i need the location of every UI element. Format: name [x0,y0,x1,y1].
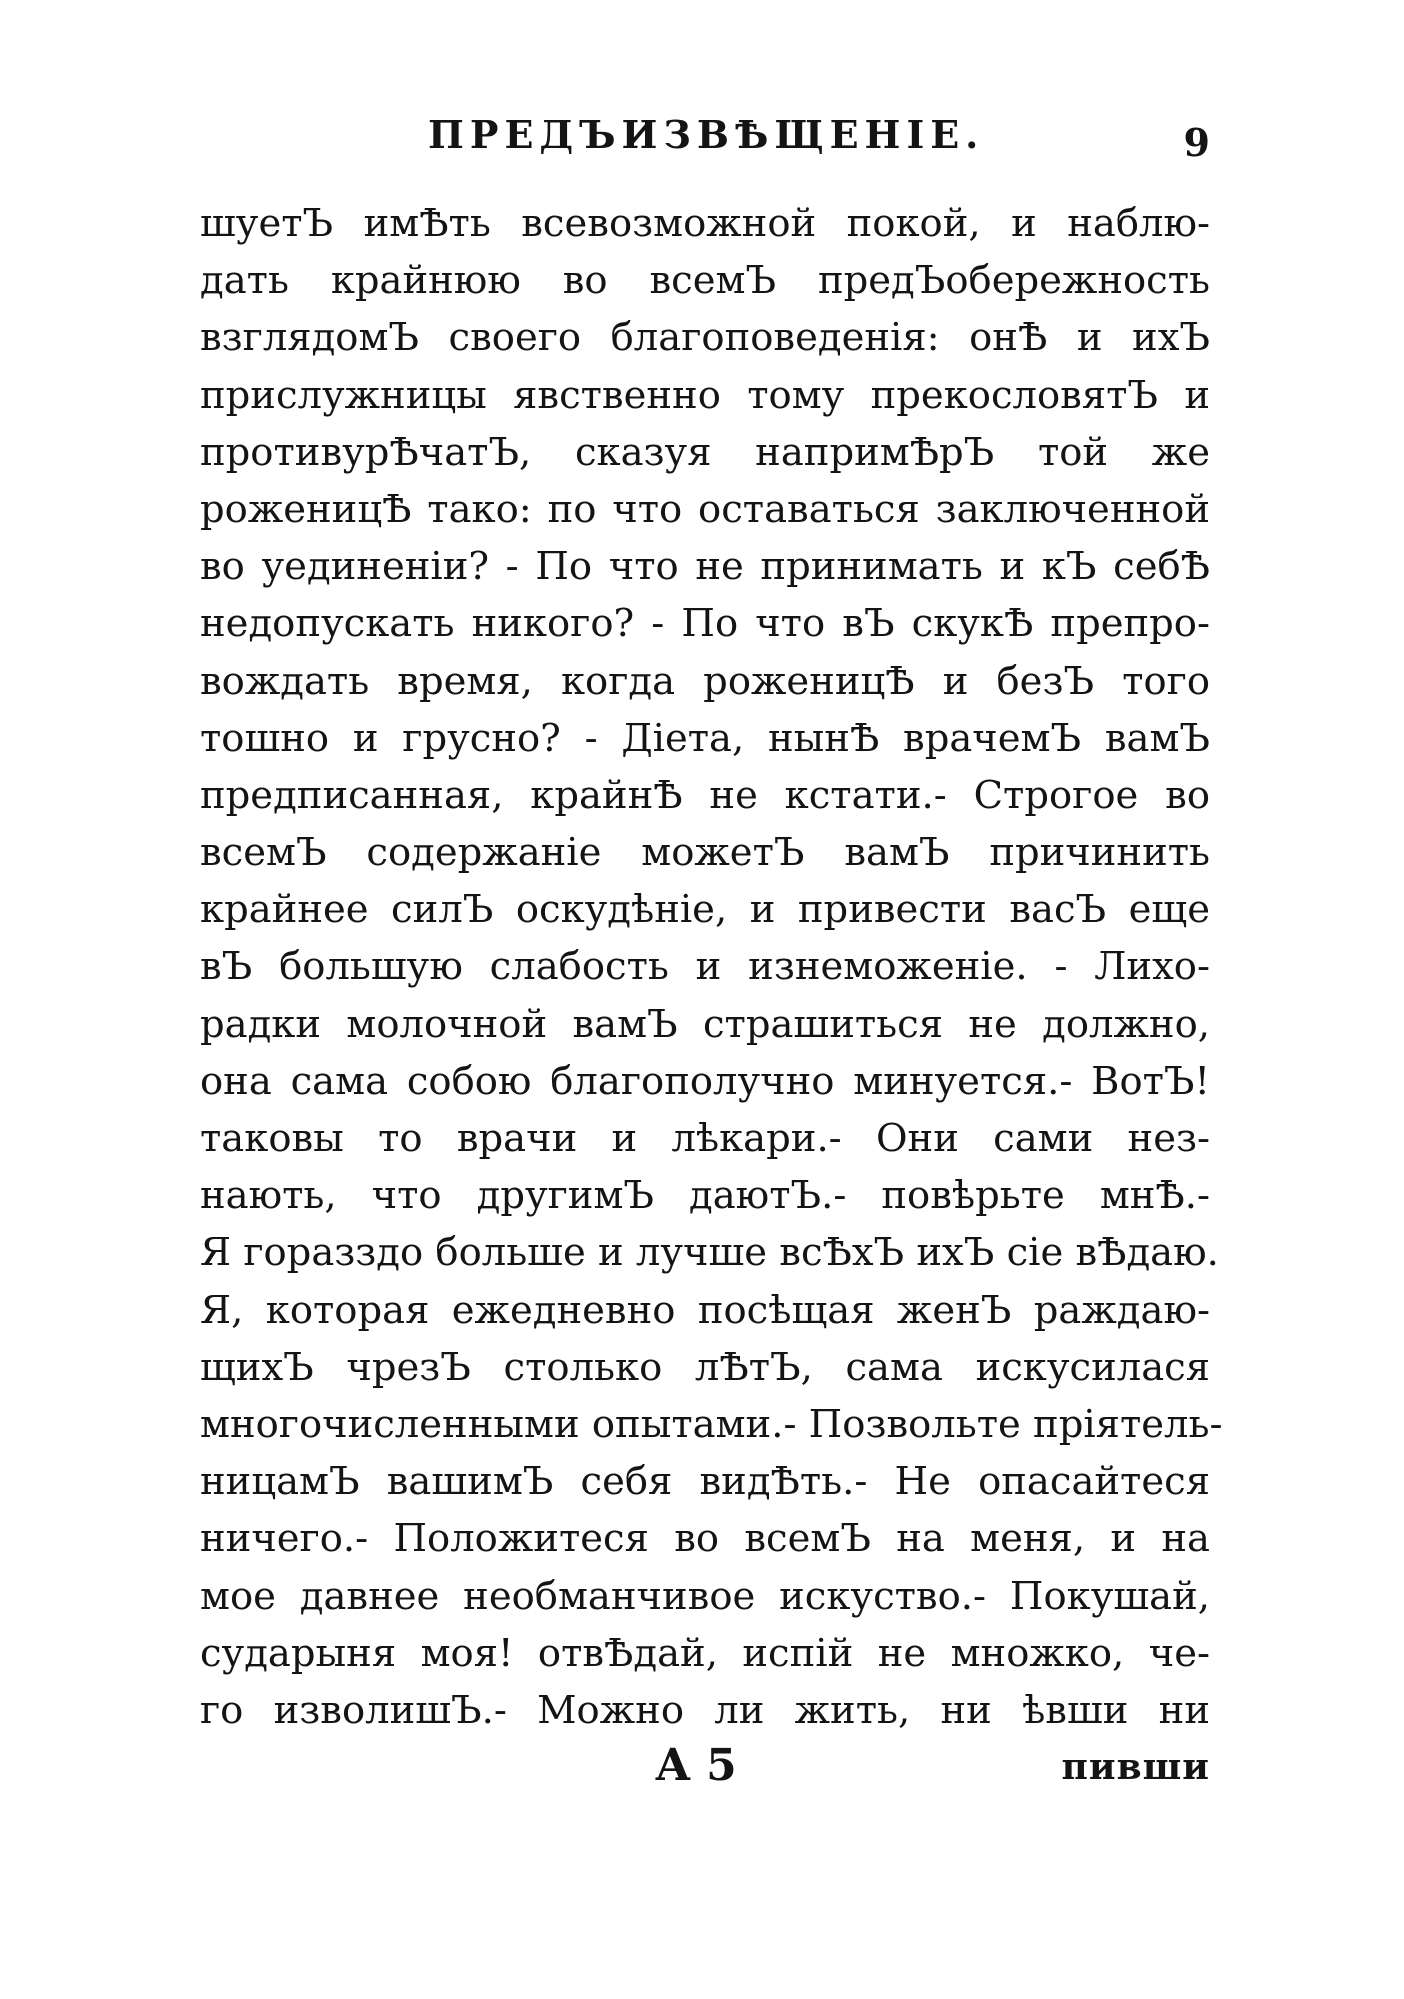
text-line: ничего.- Положитеся во всемЪ на меня, и на [200,1516,1210,1562]
text-line: многочисленными опытами.- Позвольте пріятель- [200,1401,1223,1447]
text-line: недопускать никого? - По что вЪ скукѢ препро- [200,601,1210,647]
text-line: мое давнее необманчивое искуство.- Покушай, [200,1573,1210,1619]
text-line: во уединеніи? - По что не принимать и кЪ себѢ [200,544,1210,590]
text-line: нають, что другимЪ даютЪ.- повѣрьте мнѢ.- [200,1173,1210,1219]
text-line: ницамЪ вашимЪ себя видѢть.- Не опасайтеся [200,1459,1210,1505]
page-number: 9 [1183,120,1210,165]
text-line: шуетЪ имѢть всевозможной покой, и наблю- [200,201,1210,246]
catchword: пивши [1061,1746,1210,1788]
page-footer [200,1740,1210,1800]
body-text [200,195,1223,1739]
text-line: Я, которая ежедневно посѣщая женЪ раждаю- [200,1287,1210,1333]
text-line: радки молочной вамЪ страшиться не должно, [200,1001,1210,1047]
text-line: крайнее силЪ оскудѣніе, и привести васЪ еще [200,887,1210,933]
text-line: тошно и грусно? - Діета, нынѢ врачемЪ вамЪ [200,715,1210,761]
text-line: щихЪ чрезЪ столько лѢтЪ, сама искусилася [200,1344,1210,1390]
text-line: предписанная, крайнѢ не кстати.- Строгое во [200,772,1210,818]
signature-mark: А 5 [655,1740,737,1791]
text-line: роженицѢ тако: по что оставаться заключенной [200,486,1210,532]
text-line: прислужницы явственно тому прекословятЪ и [200,372,1210,418]
text-line: противурѢчатЪ, сказуя напримѢрЪ той же [200,429,1210,475]
text-line: она сама собою благополучно минуется.- ВотЪ! [200,1058,1210,1104]
page-header [200,112,1210,172]
text-line: вождать время, когда роженицѢ и безЪ того [200,658,1210,704]
text-line: го изволишЪ.- Можно ли жить, ни ѣвши ни [200,1687,1210,1733]
running-head: ПРЕДЪИЗВѢЩЕНІЕ. [428,112,985,157]
text-line: таковы то врачи и лѣкари.- Они сами нез- [200,1116,1210,1161]
text-line: Я горазздо больше и лучше всѢхЪ ихЪ сіе вѢдаю. [200,1230,1219,1276]
text-line: сударыня моя! отвѢдай, испій не множко, че- [200,1630,1210,1676]
text-line: взглядомЪ своего благоповеденія: онѢ и ихЪ [200,315,1210,361]
text-line: всемЪ содержаніе можетЪ вамЪ причинить [200,830,1210,876]
text-line: вЪ большую слабость и изнеможеніе. - Лихо- [200,944,1210,990]
text-line: дать крайнюю во всемЪ предЪобережность [200,258,1210,304]
